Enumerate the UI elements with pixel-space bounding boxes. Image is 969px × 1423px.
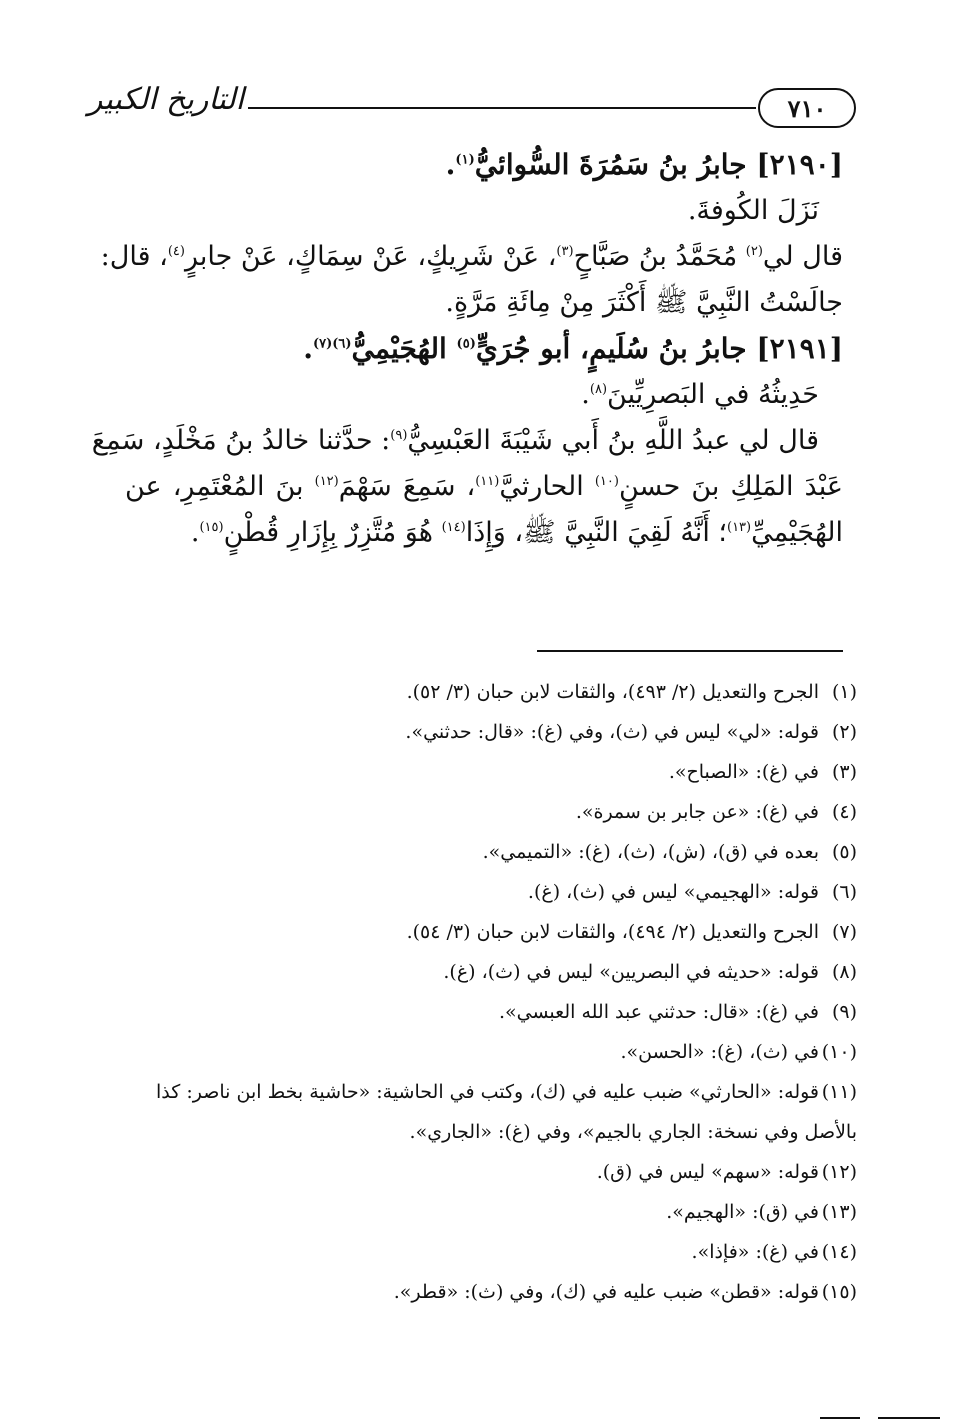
text-run: . <box>581 379 590 410</box>
text-run: بنَ المُعْتَمِرِ، عن <box>125 471 315 502</box>
footnote-marker: (١٠) <box>594 474 619 489</box>
text-line <box>125 464 843 510</box>
entry-heading: [٢١٩١] جابرُ بنُ سُلَيمٍ، أبو جُرَيٍّ$^{(٥)}$ الهُجَيْمِيُّ$^{(٦)(٧)}$. <box>303 332 843 365</box>
text-line <box>125 372 843 418</box>
footnote-number: (٣) <box>831 761 857 783</box>
footnote-marker: (١٤) <box>441 520 466 535</box>
footnote-number: (١١) <box>821 1081 857 1103</box>
text-run: : حدَّثنا خالدُ بنُ مَخْلَدٍ، سَمِعَ <box>91 425 391 456</box>
footnote-text: في (ق): «الهجيم». <box>666 1201 819 1223</box>
footnote-item <box>112 952 857 992</box>
footnote-item <box>112 1072 857 1152</box>
footnote-number: (٦) <box>831 881 857 903</box>
footnote-number: (٥) <box>831 841 857 863</box>
footnote-number: (١٣) <box>821 1201 857 1223</box>
text-run: حَدِيثُهُ في البَصرِيِّينَ <box>607 379 819 410</box>
footnote-item <box>112 752 857 792</box>
text-line <box>125 510 843 556</box>
text-run: ، قال: <box>100 241 168 272</box>
footnote-item <box>112 712 857 752</box>
text-run: . <box>190 517 200 548</box>
footnotes <box>112 672 857 1312</box>
text-run: هُوَ مُتَّزِرٌ بِإِزَارِ قُطْنٍ <box>223 517 442 548</box>
footnote-number: (١٠) <box>821 1041 857 1063</box>
text-run: عَبْدَ المَلِكِ بنَ حسنٍ <box>618 471 843 502</box>
footnote-text: في (غ): «عن جابر بن سمرة». <box>575 801 819 823</box>
footnote-text: في (غ): «الصباح». <box>668 761 819 783</box>
text-run: مُحَمَّدُ بنُ صَبَّاحٍ <box>573 241 746 272</box>
footnote-text: قوله: «حديثه في البصريين» ليس في (ث)، (غ). <box>443 961 819 983</box>
footnote-item <box>112 992 857 1032</box>
next-page-edge <box>780 1417 940 1423</box>
footnote-text: قوله: «قطن» ضبب عليه في (ك)، وفي (ث): «قطر». <box>393 1281 819 1303</box>
footnote-separator <box>537 650 843 652</box>
text-run: الحارثيَّ <box>499 471 595 502</box>
footnote-number: (١٢) <box>821 1161 857 1183</box>
footnote-number: (٨) <box>831 961 857 983</box>
footnote-marker: (٩) <box>390 428 408 443</box>
text-run: ، عَنْ شَرِيكٍ، عَنْ سِمَاكٍ، عَنْ جابرٍ <box>184 241 557 272</box>
footnote-text: في (غ): «فإذا». <box>691 1241 819 1263</box>
header-rule <box>248 107 756 109</box>
text-line <box>125 280 843 326</box>
footnote-item <box>112 1272 857 1312</box>
main-text <box>91 142 843 556</box>
footnote-number: (٤) <box>831 801 857 823</box>
footnote-text: قوله: «لي» ليس في (ث)، وفي (غ): «قال: حدثني». <box>405 721 819 743</box>
footnote-marker: (١٢) <box>314 474 339 489</box>
footnote-item <box>112 1232 857 1272</box>
footnote-number: (٢) <box>831 721 857 743</box>
footnote-marker: (٢) <box>745 244 763 259</box>
text-run: قال لي عبدُ اللَّهِ بنُ أَبي شَيْبَةَ العَبْسِيُّ <box>407 425 819 456</box>
footnote-marker: (٨) <box>589 382 608 397</box>
page-number-badge: ٧١٠ <box>758 88 856 128</box>
footnote-marker: (٤) <box>167 244 185 259</box>
footnote-marker: (١٣) <box>727 520 752 535</box>
footnote-item <box>112 832 857 872</box>
footnote-number: (٧) <box>831 921 857 943</box>
book-title: التاريخ الكبير <box>87 82 244 117</box>
text-run: الهُجَيْمِيِّ <box>751 517 843 548</box>
footnote-text: الجرح والتعديل (٢/ ٤٩٣)، والثقات لابن حبان (٣/ ٥٢). <box>406 681 819 703</box>
footnote-text: قوله: «الهجيمي» ليس في (ث)، (غ). <box>527 881 819 903</box>
footnote-text: بعده في (ق)، (ش)، (ث)، (غ): «التميمي». <box>482 841 819 863</box>
footnote-item <box>112 912 857 952</box>
text-run: قال لي <box>762 241 843 272</box>
footnote-marker: (١٥) <box>199 520 224 535</box>
text-line <box>100 234 843 280</box>
text-line <box>91 418 843 464</box>
footnote-text: قوله: «الحارثي» ضبب عليه في (ك)، وكتب في الحاشية: «حاشية بخط ابن ناصر: كذا <box>156 1081 819 1103</box>
entry-heading: [٢١٩٠] جابرُ بنُ سَمُرَةَ السُّوائيُّ$^{(١)}$. <box>445 148 843 181</box>
footnote-marker: (١١) <box>475 474 500 489</box>
footnote-text: الجرح والتعديل (٢/ ٤٩٤)، والثقات لابن حبان (٣/ ٥٤). <box>406 921 819 943</box>
footnote-item <box>112 792 857 832</box>
footnote-text: في (غ): «قال: حدثني عبد الله العبسي». <box>498 1001 819 1023</box>
footnote-item <box>112 872 857 912</box>
footnote-text: في (ث)، (غ): «الحسن». <box>620 1041 819 1063</box>
text-run: ؛ أَنَّهُ لَقِيَ النَّبِيَّ ﷺ، وَإِذَا <box>465 517 727 548</box>
text-line <box>125 188 843 234</box>
footnote-number: (١) <box>831 681 857 703</box>
text-run: جالَسْتُ النَّبِيَّ ﷺ أَكْثَرَ مِنْ مِائَةِ مَرَّةٍ. <box>445 287 843 318</box>
footnote-text-continuation: بالأصل وفي نسخة: الجاري بالجيم»، وفي (غ): «الجاري». <box>409 1121 857 1143</box>
footnote-number: (٩) <box>831 1001 857 1023</box>
footnote-item <box>112 1192 857 1232</box>
footnote-number: (١٤) <box>821 1241 857 1263</box>
text-run: ، سَمِعَ سَهْمَ <box>338 471 476 502</box>
footnote-item <box>112 672 857 712</box>
footnote-marker: (٣) <box>556 244 574 259</box>
footnote-item <box>112 1032 857 1072</box>
footnote-number: (١٥) <box>821 1281 857 1303</box>
text-run: نَزَلَ الكُوفةَ. <box>687 195 819 226</box>
page-header <box>87 82 856 132</box>
footnote-item <box>112 1152 857 1192</box>
footnote-text: قوله: «سهم» ليس في (ق). <box>596 1161 819 1183</box>
